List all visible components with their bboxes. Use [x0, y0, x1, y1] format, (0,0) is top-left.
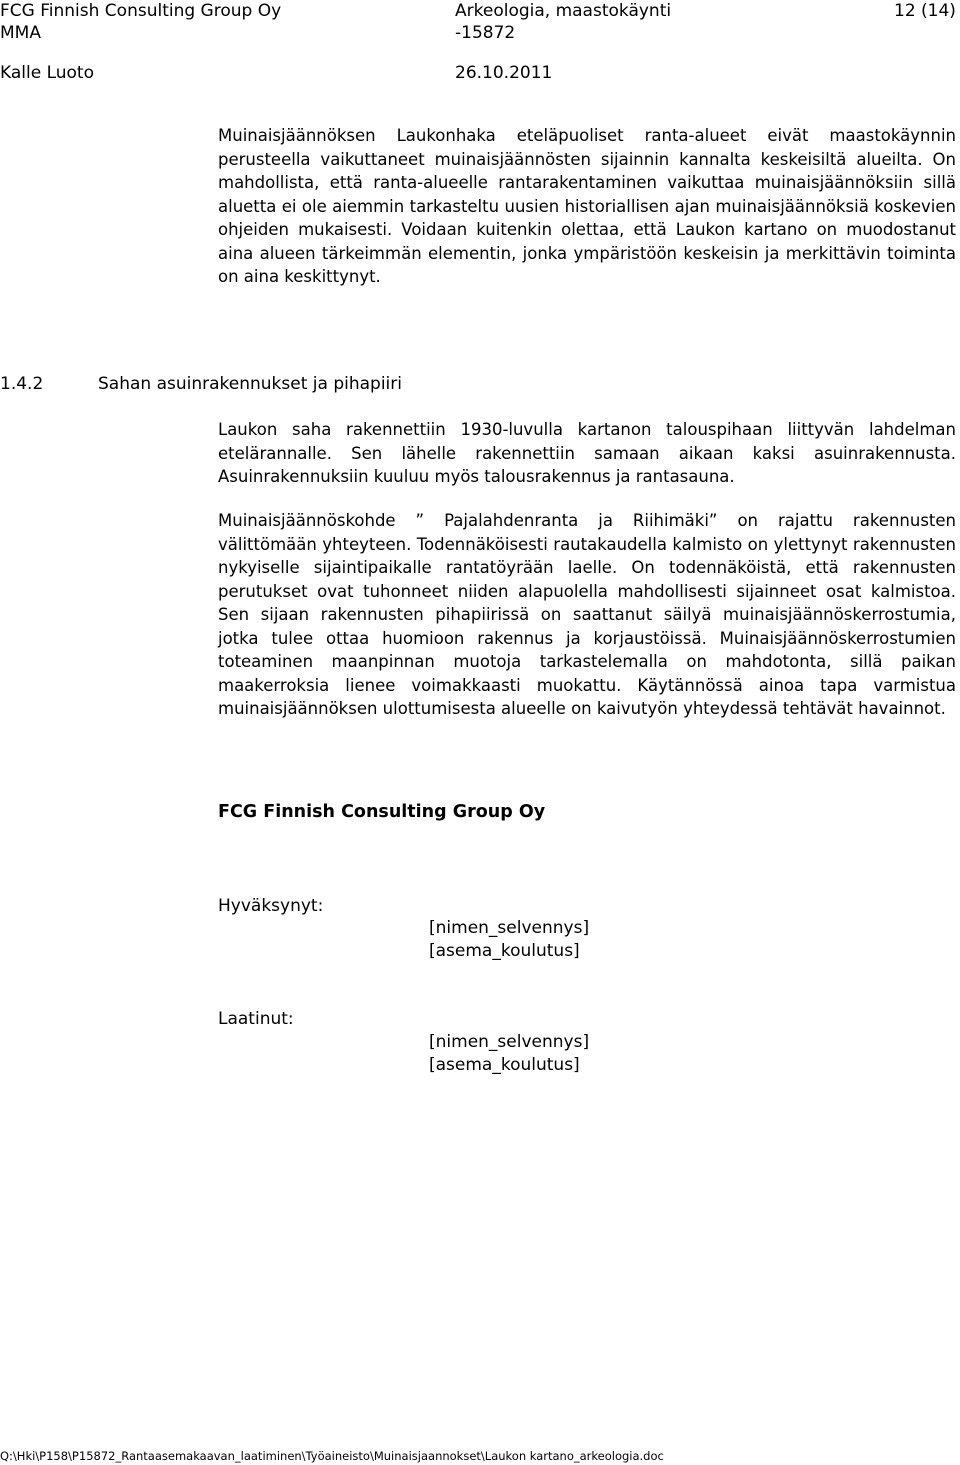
approved-role: [asema_koulutus] [429, 941, 580, 961]
section-title: Sahan asuinrakennukset ja pihapiiri [98, 374, 402, 394]
section-paragraph-2: Muinaisjäännöskohde ” Pajalahdenranta ja Riihimäki” on rajattu rakennusten välittömään yhteyteen. Todennäköisesti rautakaudella kalmisto on ylettynyt rakennusten nykyiselle sijaintipaikalle rantatöyrään laelle. On todennäköistä, että rakennusten perutukset ovat tuhonneet niiden alapuolella mahdollisesti sijainneet osat kalmistoa. Sen sijaan rakennusten pihapiirissä on saattanut säilyä muinaisjäännöskerrostumia, jotka tulee ottaa huomioon rakennus ja korjaustöissä. Muinaisjäännöskerrostumien toteaminen maanpinnan muotoja tarkastelemalla on mahdotonta, sillä paikan maakerroksia lienee voimakkaasti muokattu. Käytännössä ainoa tapa varmistua muinaisjäännöksen ulottumisesta alueelle on kaivutyön yhteydessä tehtävät havainnot. [218, 511, 956, 718]
company-name: FCG Finnish Consulting Group Oy [218, 802, 546, 822]
footer-file-path: Q:\Hki\P158\P15872_Rantaasemakaavan_laatiminen\Työaineisto\Muinaisjaannokset\Laukon kartano_arkeologia.doc [0, 1449, 664, 1463]
header-title: Arkeologia, maastokäynti [455, 1, 672, 21]
prepared-role: [asema_koulutus] [429, 1055, 580, 1075]
prepared-label: Laatinut: [218, 1009, 294, 1029]
header-unit: MMA [0, 23, 41, 43]
prepared-name: [nimen_selvennys] [429, 1032, 590, 1052]
header-company: FCG Finnish Consulting Group Oy [0, 1, 282, 21]
header-page-number: 12 (14) [894, 1, 956, 21]
header-code: -15872 [455, 23, 516, 43]
approved-name: [nimen_selvennys] [429, 918, 590, 938]
intro-paragraph: Muinaisjäännöksen Laukonhaka eteläpuoliset ranta-alueet eivät maastokäynnin perusteella vaikuttaneet muinaisjäännösten sijainnin kannalta keskeisiltä alueilta. On mahdollista, että ranta-alueelle rantarakentaminen vaikuttaa muinaisjäännöksiin sillä aluetta ei ole aiemmin tarkasteltu uusien historiallisen ajan muinaisjäännöksiä koskevien ohjeiden mukaisesti. Voidaan kuitenkin olettaa, että Laukon kartano on muodostanut aina alueen tärkeimmän elementin, jonka ympäristöön keskeisin ja merkittävin toiminta on aina keskittynyt. [218, 126, 956, 286]
header-date: 26.10.2011 [455, 63, 553, 83]
approved-label: Hyväksynyt: [218, 896, 324, 916]
section-number: 1.4.2 [0, 374, 44, 394]
header-author: Kalle Luoto [0, 63, 94, 83]
section-paragraph-1: Laukon saha rakennettiin 1930-luvulla kartanon talouspihaan liittyvän lahdelman etelärannalle. Sen lähelle rakennettiin samaan aikaan kaksi asuinrakennusta. Asuinrakennuksiin kuuluu myös talousrakennus ja rantasauna. [218, 420, 956, 486]
